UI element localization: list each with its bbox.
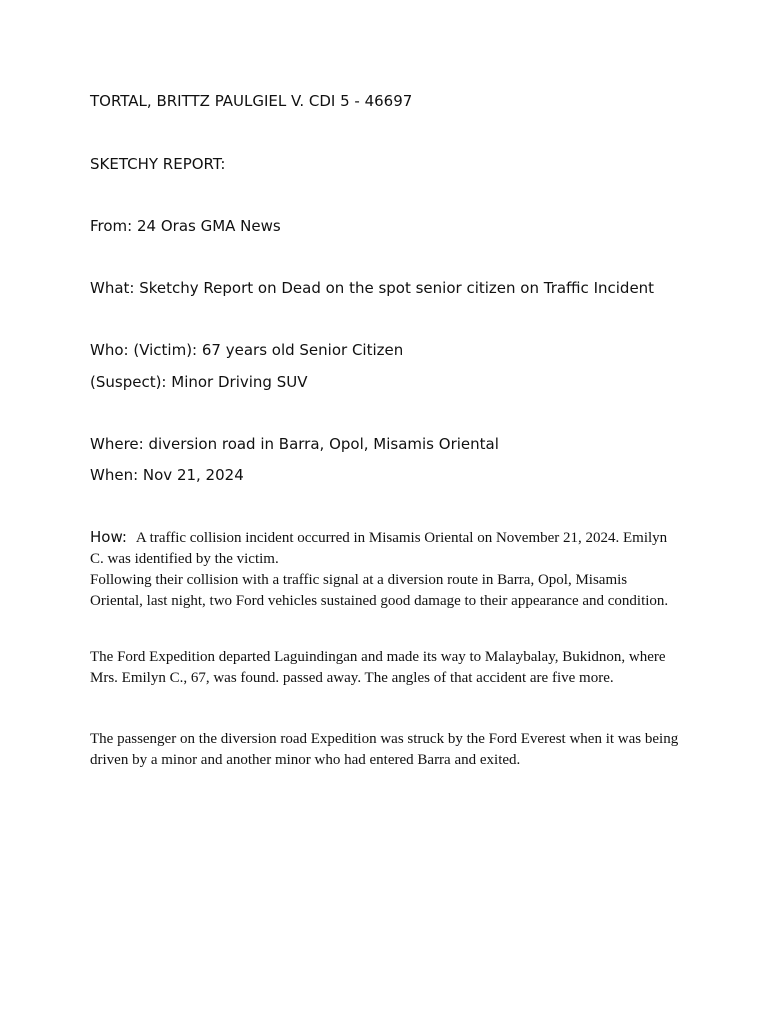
how-first-line <box>90 527 680 570</box>
who-victim-field: Who: (Victim): 67 years old Senior Citizen <box>90 341 404 359</box>
when-field: When: Nov 21, 2024 <box>90 466 244 484</box>
where-field: Where: diversion road in Barra, Opol, Misamis Oriental <box>90 435 499 453</box>
how-section <box>90 527 680 612</box>
how-text-1: A traffic collision incident occurred in Misamis Oriental on November 21, 2024. Emilyn C. was identified by the victim. <box>90 530 668 567</box>
report-title: SKETCHY REPORT: <box>90 155 226 173</box>
author-line: TORTAL, BRITTZ PAULGIEL V. CDI 5 - 46697 <box>90 92 413 110</box>
paragraph-expedition: The Ford Expedition departed Laguindingan and made its way to Malaybalay, Bukidnon, where Mrs. Emilyn C., 67, was found. passed away. The angles of that accident are five more. <box>90 649 666 686</box>
who-suspect-field: (Suspect): Minor Driving SUV <box>90 373 308 391</box>
how-label: How: <box>90 528 127 546</box>
what-field: What: Sketchy Report on Dead on the spot senior citizen on Traffic Incident <box>90 279 655 297</box>
paragraph-everest: The passenger on the diversion road Expedition was struck by the Ford Everest when it was being driven by a minor and another minor who had entered Barra and exited. <box>90 731 679 768</box>
how-text-2: Following their collision with a traffic signal at a diversion route in Barra, Opol, Misamis Oriental, last night, two Ford vehicles sustained good damage to their appearance and condition. <box>90 572 669 609</box>
from-field: From: 24 Oras GMA News <box>90 217 281 235</box>
